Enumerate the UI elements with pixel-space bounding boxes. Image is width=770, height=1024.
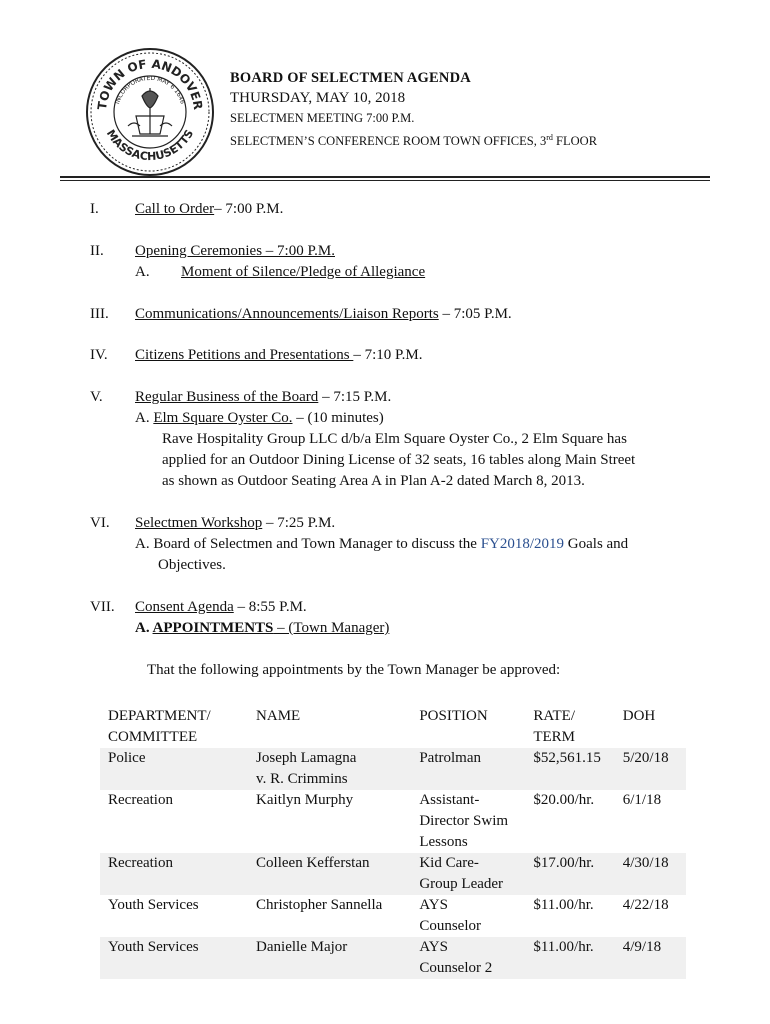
meeting-time: SELECTMEN MEETING 7:00 P.M. bbox=[230, 111, 415, 125]
appointments-table bbox=[100, 706, 686, 979]
column-header-position: POSITION bbox=[419, 708, 488, 724]
table-row: Police Joseph Lamagna v. R. Crimmins Patrolman $52,561.15 5/20/18 bbox=[100, 748, 686, 790]
svg-text:MASSACHUSETTS: MASSACHUSETTS bbox=[103, 127, 197, 164]
header-divider-thick bbox=[60, 176, 710, 178]
column-header-doh: DOH bbox=[622, 708, 656, 724]
agenda-header bbox=[230, 68, 597, 151]
item-title: Call to Order bbox=[135, 201, 215, 217]
table-row: Youth Services Christopher Sannella AYS Counselor $11.00/hr. 4/22/18 bbox=[108, 897, 669, 934]
item-description-line: applied for an Outdoor Dining License of 32 seats, 16 tables along Main Street bbox=[162, 452, 636, 468]
item-description-line: as shown as Outdoor Seating Area A in Plan A-2 dated March 8, 2013. bbox=[162, 473, 585, 489]
column-header-name: NAME bbox=[256, 708, 301, 724]
item-description-line: Objectives. bbox=[158, 557, 226, 573]
meeting-location: SELECTMEN’S CONFERENCE ROOM TOWN OFFICES, 3rd FLOOR bbox=[230, 133, 598, 149]
svg-text:INCORPORATED MAY 6 1646: INCORPORATED MAY 6 1646 bbox=[114, 74, 186, 105]
item-description-line: Rave Hospitality Group LLC d/b/a Elm Square Oyster Co., 2 Elm Square has bbox=[162, 431, 627, 447]
agenda-subitem-vi-a: A. Board of Selectmen and Town Manager to discuss the FY2018/2019 Goals and bbox=[135, 536, 629, 552]
header-divider-thin bbox=[60, 180, 710, 181]
svg-text:TOWN OF ANDOVER: TOWN OF ANDOVER bbox=[94, 56, 206, 111]
agenda-page: TOWN OF ANDOVER INCORPORATED MAY 6 1646 MASSACHUSETTS BOARD OF SELECTMEN AGENDA THURSDAY, MAY 10, 2018 SELECTMEN MEETING 7:00 P.M. SELECTMEN’S CONFERENCE ROOM TOWN OFFICES, 3rd FLOOR I. Call to Order– 7:00 P.M. II. Opening Ceremonies – 7:00 P.M. A. Moment of Silence/Pledge of Allegiance III. Communications/Announcements/Liaison Reports – 7:05 P.M. IV. Citizens Petitions and Presentations – 7:10 P.M. V. Regular Business of the Board – 7:15 P.M. A. Elm Square Oyster Co. – (10 minutes) Rave Hospitality Group LLC d/b/a Elm Square Oyster Co., 2 Elm Square has applied for an Outdoor Dining License of 32 seats, 16 tables along Main Street as shown as Outdoor Seating Area A in Plan A-2 dated March 8, 2013. VI. Selectmen Workshop – 7:25 P.M. A. Board of Selectmen and Town Manager to discuss the FY2018/2019 Goals and Objectives. VII. Consent Agenda – 8:55 P.M. A. APPOINTMENTS – (Town Manager) That the following appointments by the Town Manager be approved: DEPARTMENT/ COMMITTEE NAME POSITION RATE/ TERM DOH Police Joseph Lamagna v. R. Crimmins Patrolman $52,561.15 5/20/18 Recreation Kaitlyn Murphy Assistant- Director Swim Lessons $20.00/hr. 6/1/18 Recreation Colleen Kefferstan Kid Care- Group Leader $17.00/hr. 4/30/18 Youth Services Christopher Sannella AYS Counselor $11.00/hr. 4/22/18 Youth Services Danielle Major AYS Counselor 2 $11.00/hr. 4/9/18 bbox=[0, 0, 770, 1024]
appointments-intro: That the following appointments by the Town Manager be approved: bbox=[147, 662, 561, 678]
agenda-title: BOARD OF SELECTMEN AGENDA bbox=[230, 70, 471, 86]
meeting-date: THURSDAY, MAY 10, 2018 bbox=[230, 90, 406, 106]
agenda-subitem-vii-a: A. APPOINTMENTS – (Town Manager) bbox=[135, 620, 390, 636]
table-row: Recreation Colleen Kefferstan Kid Care- Group Leader $17.00/hr. 4/30/18 bbox=[100, 853, 686, 895]
item-title: Opening Ceremonies – 7:00 P.M. bbox=[135, 243, 335, 259]
town-seal-logo bbox=[84, 46, 216, 178]
fy-link[interactable]: FY2018/2019 bbox=[480, 536, 565, 552]
table-header-row bbox=[100, 706, 686, 748]
column-header-rate: RATE/ TERM bbox=[533, 708, 576, 745]
table-row: Youth Services Danielle Major AYS Counselor 2 $11.00/hr. 4/9/18 bbox=[100, 937, 686, 979]
column-header-department: DEPARTMENT/ COMMITTEE bbox=[108, 708, 211, 745]
table-row: Recreation Kaitlyn Murphy Assistant- Director Swim Lessons $20.00/hr. 6/1/18 bbox=[108, 792, 662, 850]
